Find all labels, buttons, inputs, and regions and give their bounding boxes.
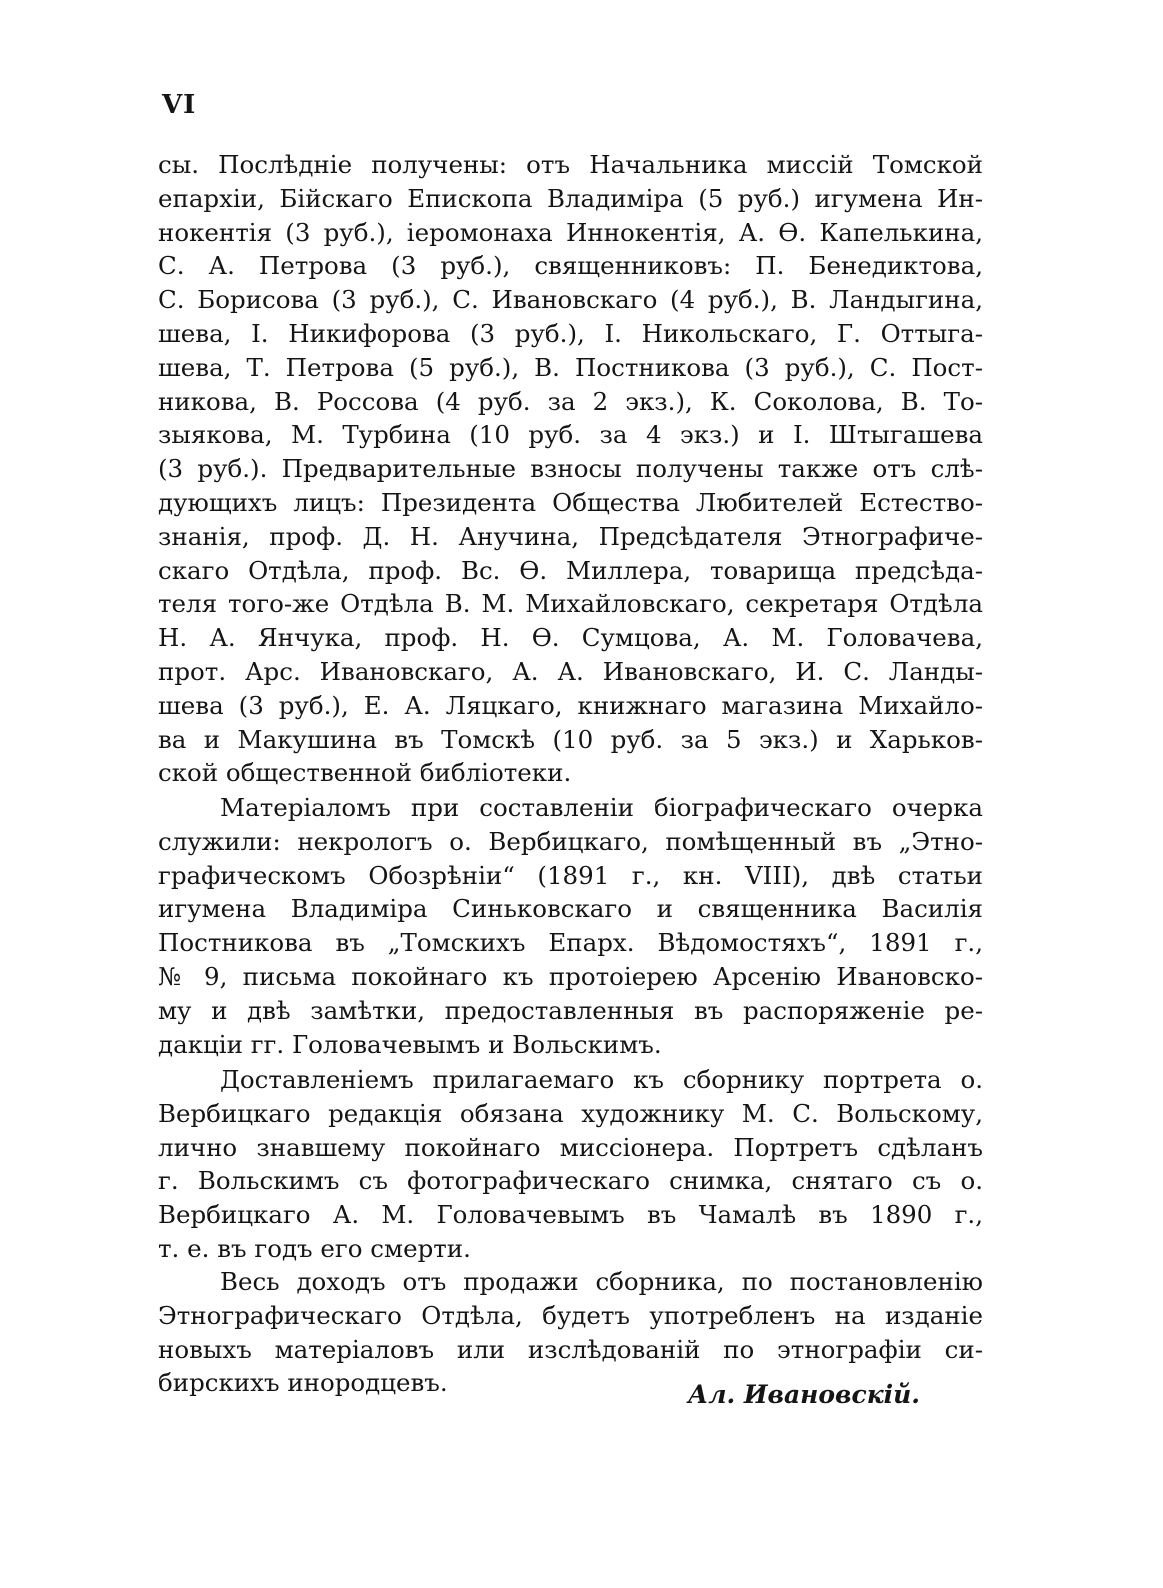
text-line: бирскихъ инородцевъ.	[158, 1368, 448, 1398]
page-number: VI	[162, 90, 197, 120]
text-line: С. Борисова (3 руб.), С. Ивановскаго (4 руб.), В. Ландыгина,	[158, 285, 983, 315]
text-line: сы. Послѣдніе получены: отъ Начальника миссій Томской	[158, 150, 983, 179]
author-signature: Ал. Ивановскій.	[687, 1380, 920, 1409]
text-line: шева (3 руб.), Е. А. Ляцкаго, книжнаго магазина Михайло-	[158, 690, 983, 720]
text-line: скаго Отдѣла, проф. Вс. Ѳ. Миллера, товарища предсѣда-	[158, 555, 983, 585]
text-line: знанія, проф. Д. Н. Анучина, Предсѣдателя Этнографиче-	[158, 521, 983, 551]
text-line: ской общественной библіотеки.	[158, 758, 572, 788]
text-line: ва и Макушина въ Томскѣ (10 руб. за 5 экз.) и Харьков-	[158, 724, 983, 754]
text-line: прот. Арс. Ивановскаго, А. А. Ивановскаго, И. С. Ланды-	[158, 656, 983, 686]
text-line: Вербицкаго А. М. Головачевымъ въ Чамалѣ въ 1890 г.,	[158, 1200, 983, 1230]
text-line: Весь доходъ отъ продажи сборника, по постановленію	[220, 1267, 983, 1296]
text-line: шева, І. Никифорова (3 руб.), І. Никольскаго, Г. Оттыга-	[158, 318, 983, 348]
text-line: Этнографическаго Отдѣла, будетъ употребленъ на изданіе	[158, 1300, 983, 1330]
text-line: Н. А. Янчука, проф. Н. Ѳ. Сумцова, А. М. Головачева,	[158, 623, 983, 653]
text-line: служили: некрологъ о. Вербицкаго, помѣщенный въ „Этно-	[158, 826, 983, 856]
text-line: шева, Т. Петрова (5 руб.), В. Постникова (3 руб.), С. Пост-	[158, 352, 983, 382]
text-line: Вербицкаго редакція обязана художнику М. С. Вольскому,	[158, 1098, 983, 1128]
text-line: Постникова въ „Томскихъ Епарх. Вѣдомостяхъ“, 1891 г.,	[158, 928, 983, 958]
text-line: никова, В. Россова (4 руб. за 2 экз.), К. Соколова, В. То-	[158, 386, 983, 416]
text-line: новыхъ матеріаловъ или изслѣдованій по этнографіи си-	[158, 1334, 983, 1364]
text-line: зыякова, М. Турбина (10 руб. за 4 экз.) и І. Штыгашева	[158, 420, 983, 450]
text-line: Матеріаломъ при составленіи біографическаго очерка	[220, 793, 983, 822]
text-line: № 9, письма покойнаго къ протоіерею Арсенію Ивановско-	[158, 961, 983, 991]
paragraph-2	[158, 791, 983, 1061]
text-line: теля того-же Отдѣла В. М. Михайловскаго, секретаря Отдѣла	[158, 589, 983, 619]
text-line: дакціи гг. Головачевымъ и Вольскимъ.	[158, 1029, 662, 1059]
text-line: (3 руб.). Предварительные взносы получены также отъ слѣ-	[158, 454, 983, 484]
text-line: г. Вольскимъ съ фотографическаго снимка, снятаго съ о.	[158, 1166, 983, 1196]
paragraph-3	[158, 1063, 983, 1266]
text-line: Доставленіемъ прилагаемаго къ сборнику портрета о.	[220, 1065, 983, 1094]
text-line: т. е. въ годъ его смерти.	[158, 1233, 471, 1263]
text-line: епархіи, Бійскаго Епископа Владиміра (5 руб.) игумена Ин-	[158, 183, 983, 213]
text-line: нокентія (3 руб.), іеромонаха Иннокентія, А. Ѳ. Капелькина,	[158, 217, 983, 247]
text-line: графическомъ Обозрѣніи“ (1891 г., кн. VIII), двѣ статьи	[158, 860, 983, 890]
text-line: С. А. Петрова (3 руб.), священниковъ: П. Бенедиктова,	[158, 251, 983, 281]
text-line: му и двѣ замѣтки, предоставленныя въ распоряженіе ре-	[158, 995, 983, 1025]
text-line: дующихъ лицъ: Президента Общества Любителей Естество-	[158, 487, 983, 517]
paragraph-1	[158, 148, 983, 790]
text-line: игумена Владиміра Синьковскаго и священника Василія	[158, 894, 983, 924]
text-line: лично знавшему покойнаго миссіонера. Портретъ сдѣланъ	[158, 1132, 983, 1162]
